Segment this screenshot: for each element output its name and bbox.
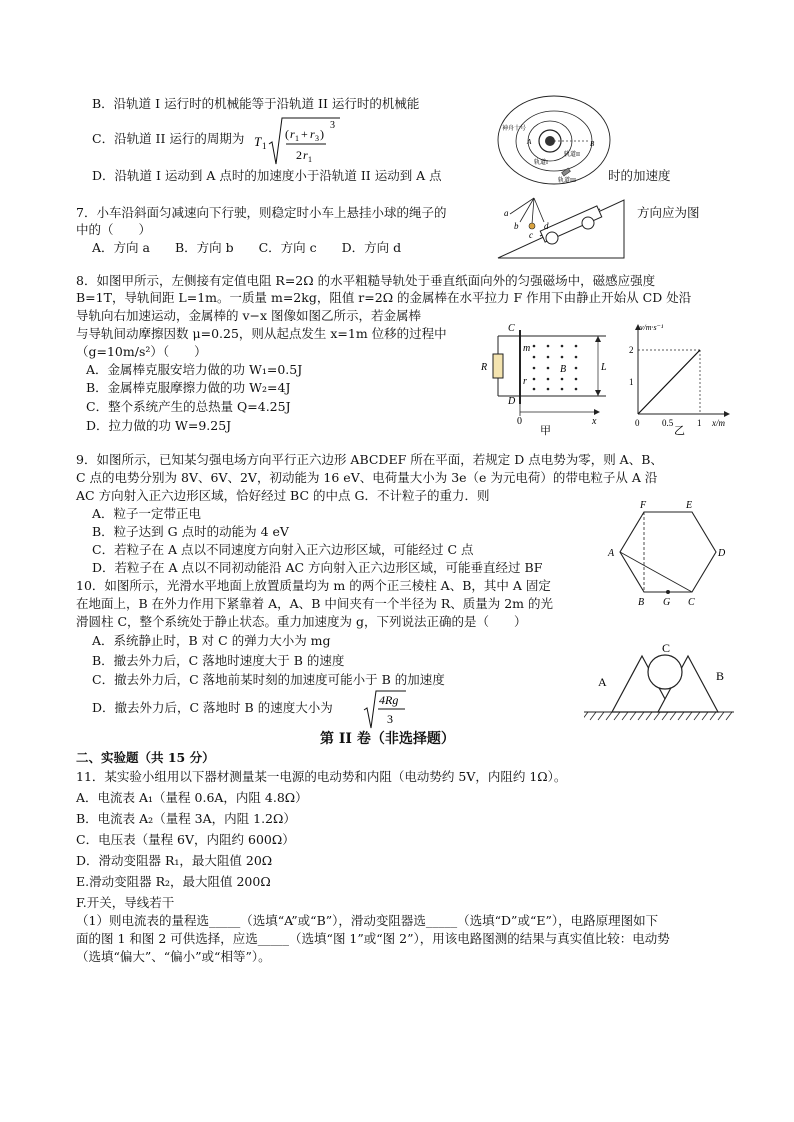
q7-label-a: a — [504, 208, 509, 218]
q10-option-d: D．撤去外力后，C 落地时 B 的速度大小为 — [92, 700, 333, 715]
q8-label-d: D — [508, 396, 516, 407]
q11-item-d: D．滑动变阻器 R₁，最大阻值 20Ω — [76, 853, 273, 868]
q9-hexagon-figure — [606, 498, 730, 610]
svg-text:): ) — [320, 127, 324, 141]
q8-caption-jia: 甲 — [540, 425, 551, 436]
q8-line4: 与导轨间动摩擦因数 μ=0.25，则从起点发生 x=1m 位移的过程中 — [76, 326, 447, 341]
q11-stem: 11．某实验小组用以下器材测量某一电源的电动势和内阻（电动势约 5V，内阻约 1Ω）。 — [76, 769, 567, 784]
q6-label-orbit3: 轨道III — [558, 178, 576, 184]
q10-prism-figure — [584, 642, 734, 726]
q8-label-r-resistor: R — [481, 362, 488, 373]
q10-option-c: C．撤去外力后，C 落地前某时刻的加速度可能小于 B 的加速度 — [92, 672, 445, 687]
q8-vx-chart — [624, 320, 732, 436]
q10-option-b: B．撤去外力后，C 落地时速度大于 B 的速度 — [92, 653, 345, 668]
q6-option-d: D．沿轨道 I 运动到 A 点时的加速度小于沿轨道 II 运动到 A 点 — [92, 168, 442, 183]
svg-text:1: 1 — [295, 134, 299, 143]
q10-label-b: B — [716, 669, 725, 683]
q8-rail-figure — [478, 320, 610, 436]
q8-label-l: L — [601, 362, 607, 373]
q8-chart-ylabel: v/m·s⁻¹ — [640, 323, 664, 332]
vx-x-tick-2: 1 — [697, 418, 702, 428]
q9-label-f: F — [640, 500, 647, 511]
q10-line2: 在地面上，B 在外力作用下紧靠着 A，A、B 中间夹有一个半径为 R、质量为 2m 的光 — [76, 596, 553, 611]
svg-text:r: r — [303, 148, 308, 162]
section-experiment-heading: 二、实验题（共 15 分） — [76, 750, 215, 765]
q6-label-shenzhou: 神舟十号 — [502, 126, 527, 132]
q9-label-e: E — [686, 500, 693, 511]
q10-d-denominator: 3 — [387, 712, 393, 726]
q10-option-a: A．系统静止时，B 对 C 的弹力大小为 mg — [92, 633, 331, 648]
q11-part1-line3: （选填“偏大”、“偏小”或“相等”）。 — [76, 949, 271, 964]
q6-option-c-text: C．沿轨道 II 运行的周期为 — [92, 131, 245, 146]
q8-chart-xlabel: x/m — [712, 418, 725, 428]
q11-part1-line2: 面的图 1 和图 2 可供选择，应选_____（选填“图 1”或“图 2”），用该电路图测的结果与真实值比较：电动势 — [76, 931, 670, 946]
svg-text:T: T — [254, 134, 262, 149]
q11-item-e: E.滑动变阻器 R₂，最大阻值 200Ω — [76, 874, 271, 889]
q11-item-a: A．电流表 A₁（量程 0.6A，内阻 4.8Ω） — [76, 790, 308, 805]
q11-item-c: C．电压表（量程 6V，内阻约 600Ω） — [76, 832, 295, 847]
q9-label-g: G — [663, 597, 671, 608]
q10-line3: 滑圆柱 C，整个系统处于静止状态。重力加速度为 g，下列说法正确的是（ ） — [76, 614, 527, 629]
q9-line3: AC 方向射入正六边形区域，恰好经过 BC 的中点 G．不计粒子的重力．则 — [76, 488, 490, 503]
q9-option-d: D．若粒子在 A 点以不同初动能沿 AC 方向射入正六边形区域，可能垂直经过 BF — [92, 560, 543, 575]
svg-text:3: 3 — [330, 120, 335, 131]
vx-x-tick-1: 0.5 — [662, 418, 674, 428]
q8-line1: 8．如图甲所示，左侧接有定值电阻 R=2Ω 的水平粗糙导轨处于垂直纸面向外的匀强磁场中，磁感应强度 — [76, 273, 656, 288]
q8-label-r: r — [523, 376, 527, 387]
vx-series-line — [638, 350, 700, 414]
q6-option-d-tail: 时的加速度 — [608, 168, 671, 183]
q7-incline-figure — [496, 196, 628, 260]
svg-text:r: r — [310, 127, 315, 141]
q6-period-formula — [252, 114, 342, 170]
svg-text:r: r — [290, 127, 295, 141]
q10-d-formula — [362, 688, 408, 732]
q9-option-a: A．粒子一定带正电 — [92, 506, 202, 521]
q6-option-b: B．沿轨道 I 运行时的机械能等于沿轨道 II 运行时的机械能 — [92, 96, 420, 111]
q9-line2: C 点的电势分别为 8V、6V、2V，初动能为 16 eV、电荷量大小为 3e（e 为元电荷）的带电粒子从 A 沿 — [76, 470, 658, 485]
q11-part1-line1: （1）则电流表的量程选_____（选填“A”或“B”），滑动变阻器选_____（选填“D”或“E”），电路原理图如下 — [76, 913, 659, 928]
q8-option-d: D．拉力做的功 W=9.25J — [86, 418, 232, 433]
q8-label-origin: 0 — [517, 416, 522, 427]
q8-caption-yi: 乙 — [674, 425, 685, 436]
q7-stem-line1: 7．小车沿斜面匀减速向下行驶，则稳定时小车上悬挂小球的绳子的 — [76, 205, 447, 220]
q10-label-a: A — [598, 675, 607, 689]
part2-title: 第 II 卷（非选择题） — [320, 731, 455, 747]
svg-text:(: ( — [285, 127, 289, 141]
q7-options: A．方向 a B．方向 b C．方向 c D．方向 d — [92, 240, 402, 255]
q6-orbit-figure — [496, 94, 616, 186]
q8-label-m: m — [523, 343, 531, 354]
vx-y-tick-1: 2 — [629, 345, 634, 355]
q9-label-a: A — [608, 548, 615, 559]
q9-label-c: C — [688, 597, 695, 608]
q6-label-a: A — [527, 138, 532, 146]
q8-line3: 导轨向右加速运动，金属棒的 v−x 图像如图乙所示，若金属棒 — [76, 308, 422, 323]
q8-label-x: x — [592, 416, 597, 427]
svg-text:1: 1 — [308, 155, 312, 164]
q11-item-b: B．电流表 A₂（量程 3A，内阻 1.2Ω） — [76, 811, 296, 826]
q7-stem-line2: 中的（ ） — [76, 222, 152, 237]
svg-text:1: 1 — [262, 141, 267, 151]
q8-line5: （g=10m/s²）（ ） — [76, 344, 207, 359]
q10-label-c: C — [662, 642, 671, 655]
vx-x-tick-0: 0 — [635, 418, 640, 428]
q7-stem-tail: 方向应为图 — [637, 205, 700, 220]
q10-line1: 10．如图所示，光滑水平地面上放置质量均为 m 的两个正三棱柱 A、B，其中 A 固定 — [76, 578, 551, 593]
q11-item-f: F.开关，导线若干 — [76, 895, 175, 910]
q10-d-numerator: 4Rg — [379, 693, 399, 707]
q8-label-c: C — [508, 323, 515, 334]
svg-text:2: 2 — [296, 148, 302, 162]
q9-option-c: C．若粒子在 A 点以不同速度方向射入正六边形区域，可能经过 C 点 — [92, 542, 474, 557]
q7-label-d: d — [544, 221, 549, 231]
svg-text:3: 3 — [315, 134, 319, 143]
q9-label-b: B — [638, 597, 645, 608]
q8-option-c: C．整个系统产生的总热量 Q=4.25J — [86, 399, 291, 414]
q9-option-b: B．粒子达到 G 点时的动能为 4 eV — [92, 524, 289, 539]
q7-label-c: c — [529, 230, 533, 240]
q6-option-c — [92, 131, 244, 147]
q9-label-d: D — [718, 548, 726, 559]
q6-label-orbit2: 轨道II — [564, 152, 580, 158]
q8-line2: B=1T，导轨间距 L=1m。一质量 m=2kg，阻值 r=2Ω 的金属棒在水平拉力 F 作用下由静止开始从 CD 处沿 — [76, 290, 692, 305]
q6-label-b: B — [590, 140, 595, 148]
q7-label-b: b — [514, 221, 519, 231]
vx-y-tick-0: 1 — [629, 377, 634, 387]
q9-line1: 9．如图所示，已知某匀强电场方向平行正六边形 ABCDEF 所在平面，若规定 D 点电势为零，则 A、B、 — [76, 452, 663, 467]
q6-label-orbit1: 轨道I — [534, 160, 548, 166]
q8-label-b: B — [560, 364, 567, 375]
q8-option-b: B．金属棒克服摩擦力做的功 W₂=4J — [86, 380, 291, 395]
q8-option-a: A．金属棒克服安培力做的功 W₁=0.5J — [86, 362, 303, 377]
svg-text:+: + — [301, 127, 308, 141]
